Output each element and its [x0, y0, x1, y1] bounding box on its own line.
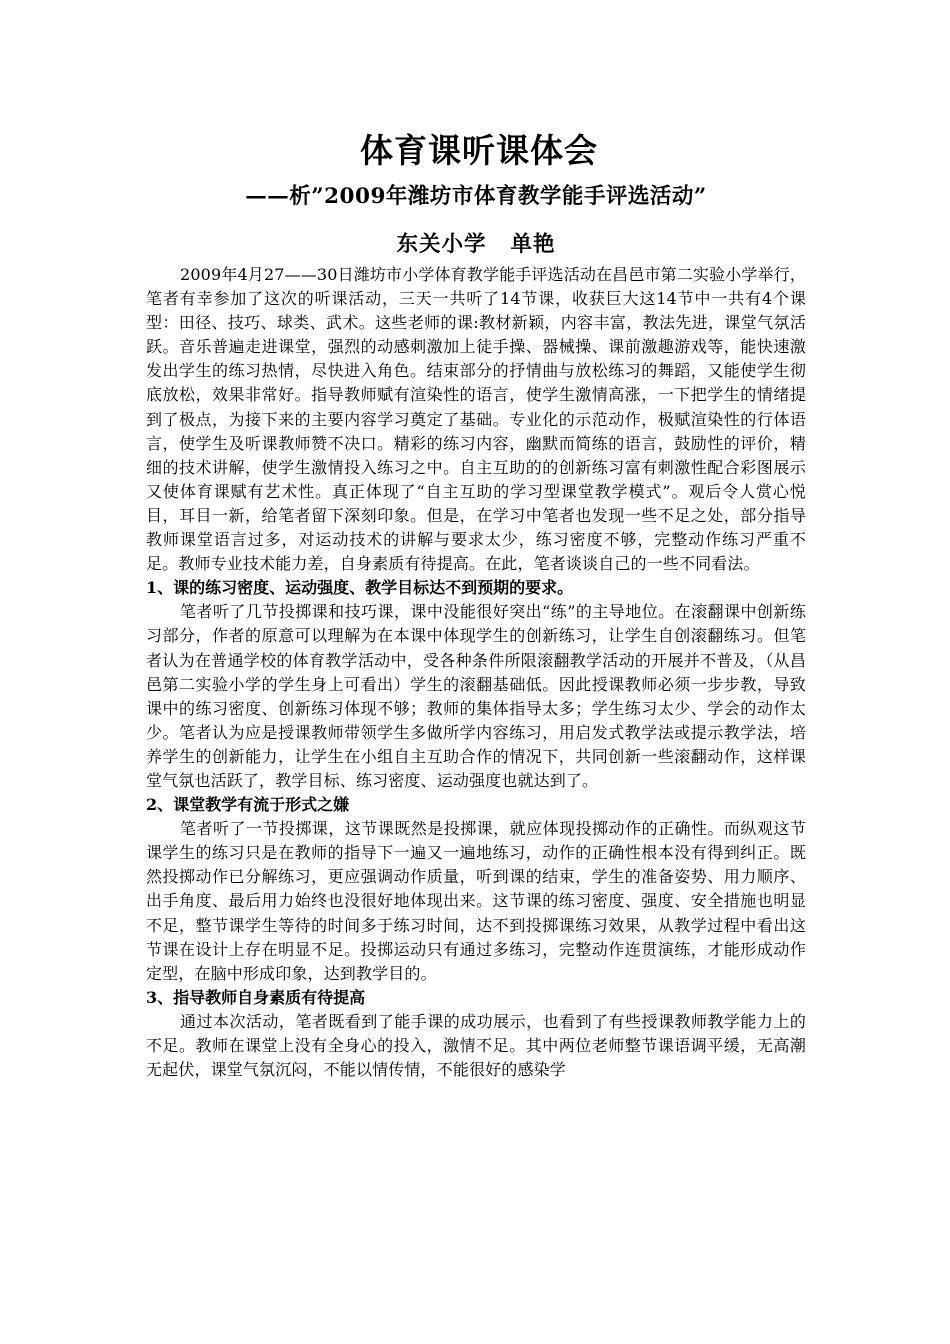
section-heading-2: 2、课堂教学有流于形式之嫌: [146, 795, 350, 815]
section-body-3: 通过本次活动，笔者既看到了能手课的成功展示，也看到了有些授课教师教学能力上的不足。教师在课堂上没有全身心的投入，激情不足。其中两位老师整节课语调平缓，无高潮无起伏，课堂气氛沉闷，不能以情传情，不能很好的感染学: [146, 1011, 806, 1080]
author-school: 东关小学: [396, 232, 487, 257]
document-page: [146, 128, 806, 1082]
intro-paragraph: 2009年4月27——30日潍坊市小学体育教学能手评选活动在昌邑市第二实验小学举行，笔者有幸参加了这次的听课活动，三天一共听了14节课，收获巨大这14节中一共有4个课型：田径、技巧、球类、武术。这些老师的课:教材新颖，内容丰富，教法先进，课堂气氛活跃。音乐普遍走进课堂，强烈的动感刺激加上徒手操、器械操、课前激趣游戏等，能快速激发出学生的练习热情，尽快进入角色。结束部分的抒情曲与放松练习的舞蹈，又能使学生彻底放松，效果非常好。指导教师赋有渲染性的语言，使学生激情高涨，一下把学生的情绪提到了极点，为接下来的主要内容学习奠定了基础。专业化的示范动作，极赋渲染性的行体语言，使学生及听课教师赞不决口。精彩的练习内容，幽默而简练的语言，鼓励性的评价，精细的技术讲解，使学生激情投入练习之中。自主互助的的创新练习富有刺激性配合彩图展示又使体育课赋有艺术性。真正体现了“自主互助的学习型课堂教学模式”。观后令人赏心悦目，耳目一新，给笔者留下深刻印象。但是，在学习中笔者也发现一些不足之处，部分指导教师课堂语言过多，对运动技术的讲解与要求太少，练习密度不够，完整动作练习严重不足。教师专业技术能力差，自身素质有待提高。在此，笔者谈谈自己的一些不同看法。: [146, 265, 806, 574]
document-title: 体育课听课体会: [360, 131, 598, 170]
author-line: [146, 227, 806, 263]
author-name: 单艳: [510, 232, 556, 257]
section-body-1: 笔者听了几节投掷课和技巧课，课中没能很好突出“练”的主导地位。在滚翻课中创新练习部分，作者的原意可以理解为在本课中体现学生的创新练习，让学生自创滚翻练习。但笔者认为在普通学校的体育教学活动中，受各种条件所限滚翻教学活动的开展并不普及，（从昌邑第二实验小学的学生身上可看出）学生的滚翻基础低。因此授课教师必须一步步教，导致课中的练习密度、创新练习体现不够；教师的集体指导太多；学生练习太少、学会的动作太少。笔者认为应是授课教师带领学生多做所学内容练习，用启发式教学法或提示教学法，培养学生的创新能力，让学生在小组自主互助合作的情况下，共同创新一些滚翻动作，这样课堂气氛也活跃了，教学目标、练习密度、运动强度也就达到了。: [146, 602, 806, 790]
section-heading-3: 3、指导教师自身素质有待提高: [146, 987, 366, 1007]
document-subtitle: ——析”2009年潍坊市体育教学能手评选活动”: [245, 184, 707, 209]
section-heading-1: 1、课的练习密度、运动强度、教学目标达不到预期的要求。: [146, 578, 574, 598]
section-body-2: 笔者听了一节投掷课，这节课既然是投掷课，就应体现投掷动作的正确性。而纵观这节课学生的练习只是在教师的指导下一遍又一遍地练习，动作的正确性根本没有得到纠正。既然投掷动作已分解练习，更应强调动作质量，听到课的结束，学生的准备姿势、用力顺序、出手角度、最后用力始终也没很好地体现出来。这节课的练习密度、强度、安全措施也明显不足，整节课学生等待的时间多于练习时间，达不到投掷课练习效果，从教学过程中看出这节课在设计上存在明显不足。投掷运动只有通过多练习，完整动作连贯演练，才能形成动作定型，在脑中形成印象，达到教学目的。: [146, 819, 806, 983]
